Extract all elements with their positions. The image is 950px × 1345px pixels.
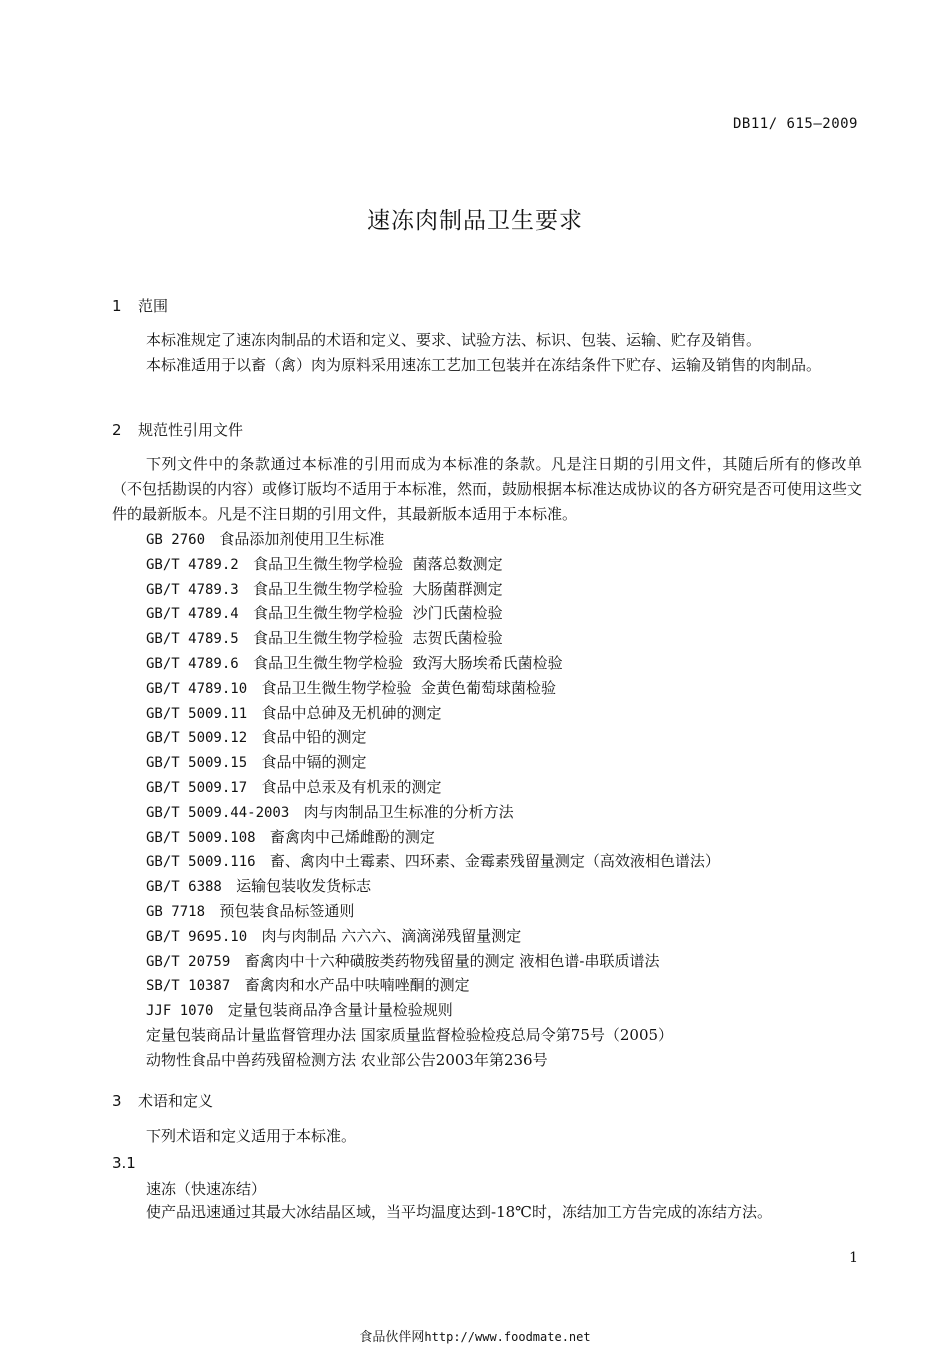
reference-item	[146, 676, 720, 701]
section-3-paragraph-1: 下列术语和定义适用于本标准。	[146, 1127, 357, 1145]
term-definition: 使产品迅速通过其最大冰结晶区域，当平均温度达到-18℃时，冻结加工方告完成的冻结方法。	[146, 1203, 772, 1221]
reference-name: 食品中镉的测定	[261, 753, 367, 772]
reference-name: 食品中总砷及无机砷的测定	[261, 703, 442, 722]
reference-item	[146, 577, 720, 602]
reference-name: 食品添加剂使用卫生标准	[219, 530, 385, 548]
reference-name: 畜禽肉和水产品中呋喃唑酮的测定	[244, 976, 470, 995]
normative-references-list	[146, 527, 720, 1073]
reference-code: GB/T 5009.17	[146, 779, 248, 796]
section-2-heading	[112, 419, 243, 440]
reference-item	[146, 1048, 720, 1073]
reference-code: GB/T 20759	[146, 953, 231, 970]
reference-item	[146, 849, 720, 874]
reference-item	[146, 601, 720, 626]
reference-name: 食品中铅的测定	[261, 728, 367, 747]
section-2-paragraph-1: 下列文件中的条款通过本标准的引用而成为本标准的条款。凡是注日期的引用文件，其随后所有的修改单（不包括勘误的内容）或修订版均不适用于本标准，然而，鼓励根据本标准达成协议的各方研究是否可使用这些文件的最新版本。凡是不注日期的引用文件，其最新版本适用于本标准。	[112, 455, 863, 523]
document-title: 速冻肉制品卫生要求	[367, 208, 583, 234]
reference-code: GB/T 6388	[146, 879, 222, 896]
reference-code: GB/T 4789.3	[146, 581, 239, 598]
reference-name: 食品卫生微生物学检验 大肠菌群测定	[253, 579, 503, 598]
reference-name: 动物性食品中兽药残留检测方法 农业部公告2003年第236号	[146, 1050, 548, 1069]
reference-item	[146, 527, 720, 552]
reference-code: GB/T 4789.2	[146, 556, 239, 573]
reference-code: JJF 1070	[146, 1003, 214, 1020]
reference-name: 定量包装商品计量监督管理办法 国家质量监督检验检疫总局令第75号（2005）	[146, 1025, 674, 1044]
section-number: 1	[112, 297, 122, 315]
reference-name: 肉与肉制品 六六六、滴滴涕残留量测定	[261, 926, 522, 945]
reference-item	[146, 899, 720, 924]
section-title: 术语和定义	[138, 1092, 214, 1110]
reference-name: 食品卫生微生物学检验 菌落总数测定	[253, 554, 503, 573]
reference-code: GB 7718	[146, 903, 206, 920]
reference-item	[146, 998, 720, 1023]
footer-site-name: 食品伙伴网	[359, 1330, 425, 1345]
reference-name: 食品卫生微生物学检验 致泻大肠埃希氏菌检验	[253, 653, 563, 672]
reference-name: 定量包装商品净含量计量检验规则	[227, 1001, 453, 1020]
section-title: 规范性引用文件	[138, 421, 244, 439]
reference-code: SB/T 10387	[146, 978, 231, 995]
reference-code: GB/T 4789.4	[146, 606, 239, 623]
reference-item	[146, 949, 720, 974]
reference-code: GB/T 5009.11	[146, 705, 248, 722]
reference-item	[146, 874, 720, 899]
reference-item	[146, 924, 720, 949]
reference-code: GB/T 4789.5	[146, 631, 239, 648]
reference-code: GB/T 4789.6	[146, 655, 239, 672]
reference-code: GB/T 4789.10	[146, 680, 248, 697]
reference-name: 运输包装收发货标志	[236, 877, 372, 896]
section-3-heading	[112, 1090, 213, 1111]
reference-code: GB/T 5009.12	[146, 730, 248, 747]
standard-code: DB11/ 615—2009	[732, 116, 858, 132]
reference-item	[146, 800, 720, 825]
page-number: 1	[849, 1250, 858, 1266]
reference-item	[146, 552, 720, 577]
reference-code: GB/T 5009.15	[146, 755, 248, 772]
section-number: 2	[112, 421, 122, 439]
section-1-heading	[112, 295, 168, 316]
reference-code: GB/T 5009.108	[146, 829, 256, 846]
reference-item	[146, 701, 720, 726]
footer-site-url[interactable]: http://www.foodmate.net	[424, 1330, 591, 1344]
reference-item	[146, 725, 720, 750]
reference-code: GB/T 9695.10	[146, 928, 248, 945]
reference-name: 畜禽肉中己烯雌酚的测定	[269, 827, 435, 846]
clause-number: 3.1	[112, 1154, 136, 1172]
reference-item	[146, 825, 720, 850]
reference-code: GB 2760	[146, 532, 206, 548]
footer-watermark	[0, 1326, 950, 1345]
reference-name: 食品卫生微生物学检验 沙门氏菌检验	[253, 604, 503, 623]
term-name: 速冻（快速冻结）	[146, 1180, 267, 1198]
section-1-paragraph-2: 本标准适用于以畜（禽）肉为原料采用速冻工艺加工包装并在冻结条件下贮存、运输及销售的肉制品。	[146, 356, 822, 374]
section-number: 3	[112, 1092, 122, 1110]
section-1-paragraph-1: 本标准规定了速冻肉制品的术语和定义、要求、试验方法、标识、包装、运输、贮存及销售。	[146, 331, 762, 349]
reference-name: 食品卫生微生物学检验 志贺氏菌检验	[253, 629, 503, 648]
reference-item	[146, 973, 720, 998]
reference-code: GB/T 5009.116	[146, 854, 256, 871]
reference-name: 食品中总汞及有机汞的测定	[261, 777, 442, 796]
reference-item	[146, 1023, 720, 1048]
reference-name: 食品卫生微生物学检验 金黄色葡萄球菌检验	[261, 678, 557, 697]
reference-item	[146, 750, 720, 775]
reference-code: GB/T 5009.44-2003	[146, 804, 290, 821]
reference-item	[146, 651, 720, 676]
reference-item	[146, 775, 720, 800]
reference-name: 畜、禽肉中土霉素、四环素、金霉素残留量测定（高效液相色谱法）	[269, 852, 720, 871]
section-title: 范围	[138, 297, 169, 315]
reference-item	[146, 626, 720, 651]
reference-name: 预包装食品标签通则	[219, 901, 355, 920]
reference-name: 畜禽肉中十六种磺胺类药物残留量的测定 液相色谱-串联质谱法	[244, 951, 660, 970]
reference-name: 肉与肉制品卫生标准的分析方法	[303, 802, 514, 821]
